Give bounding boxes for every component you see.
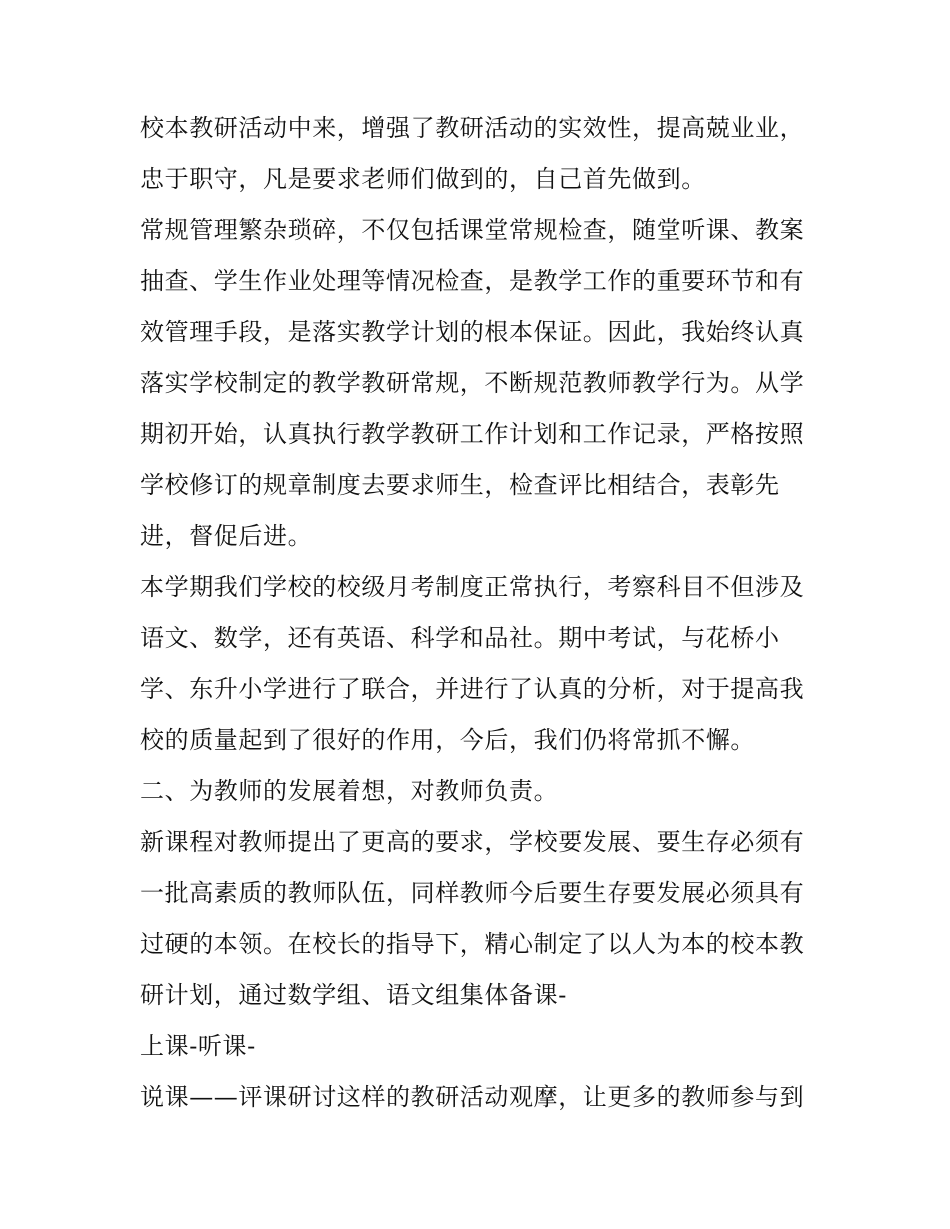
text-line: 期初开始，认真执行教学教研工作计划和工作记录，严格按照: [140, 420, 805, 448]
text-line: 落实学校制定的教学教研常规，不断规范教师教学行为。从学: [140, 369, 805, 397]
text-line: 进，督促后进。: [140, 522, 313, 550]
text-line: 校的质量起到了很好的作用，今后，我们仍将常抓不懈。: [140, 726, 755, 754]
text-line: 校本教研活动中来，增强了教研活动的实效性，提高兢业业，: [140, 114, 805, 142]
text-line: 语文、数学，还有英语、科学和品社。期中考试，与花桥小: [140, 624, 780, 652]
text-line: 忠于职守，凡是要求老师们做到的，自己首先做到。: [140, 165, 706, 193]
text-line: 新课程对教师提出了更高的要求，学校要发展、要生存必须有: [140, 828, 805, 856]
section-heading: 二、为教师的发展着想，对教师负责。: [140, 777, 559, 805]
text-line: 过硬的本领。在校长的指导下，精心制定了以人为本的校本教: [140, 930, 805, 958]
text-line: 效管理手段，是落实教学计划的根本保证。因此，我始终认真: [140, 318, 805, 346]
text-line: 常规管理繁杂琐碎，不仅包括课堂常规检查，随堂听课、教案: [140, 216, 805, 244]
text-line: 抽查、学生作业处理等情况检查，是教学工作的重要环节和有: [140, 267, 805, 295]
text-line: 一批高素质的教师队伍，同样教师今后要生存要发展必须具有: [140, 879, 805, 907]
text-line: 上课-听课-: [140, 1032, 256, 1060]
text-line: 本学期我们学校的校级月考制度正常执行，考察科目不但涉及: [140, 573, 805, 601]
text-line: 研计划，通过数学组、语文组集体备课-: [140, 981, 567, 1009]
text-line: 学校修订的规章制度去要求师生，检查评比相结合，表彰先: [140, 471, 780, 499]
text-line: 说课——评课研讨这样的教研活动观摩，让更多的教师参与到: [140, 1083, 805, 1111]
text-line: 学、东升小学进行了联合，并进行了认真的分析，对于提高我: [140, 675, 805, 703]
